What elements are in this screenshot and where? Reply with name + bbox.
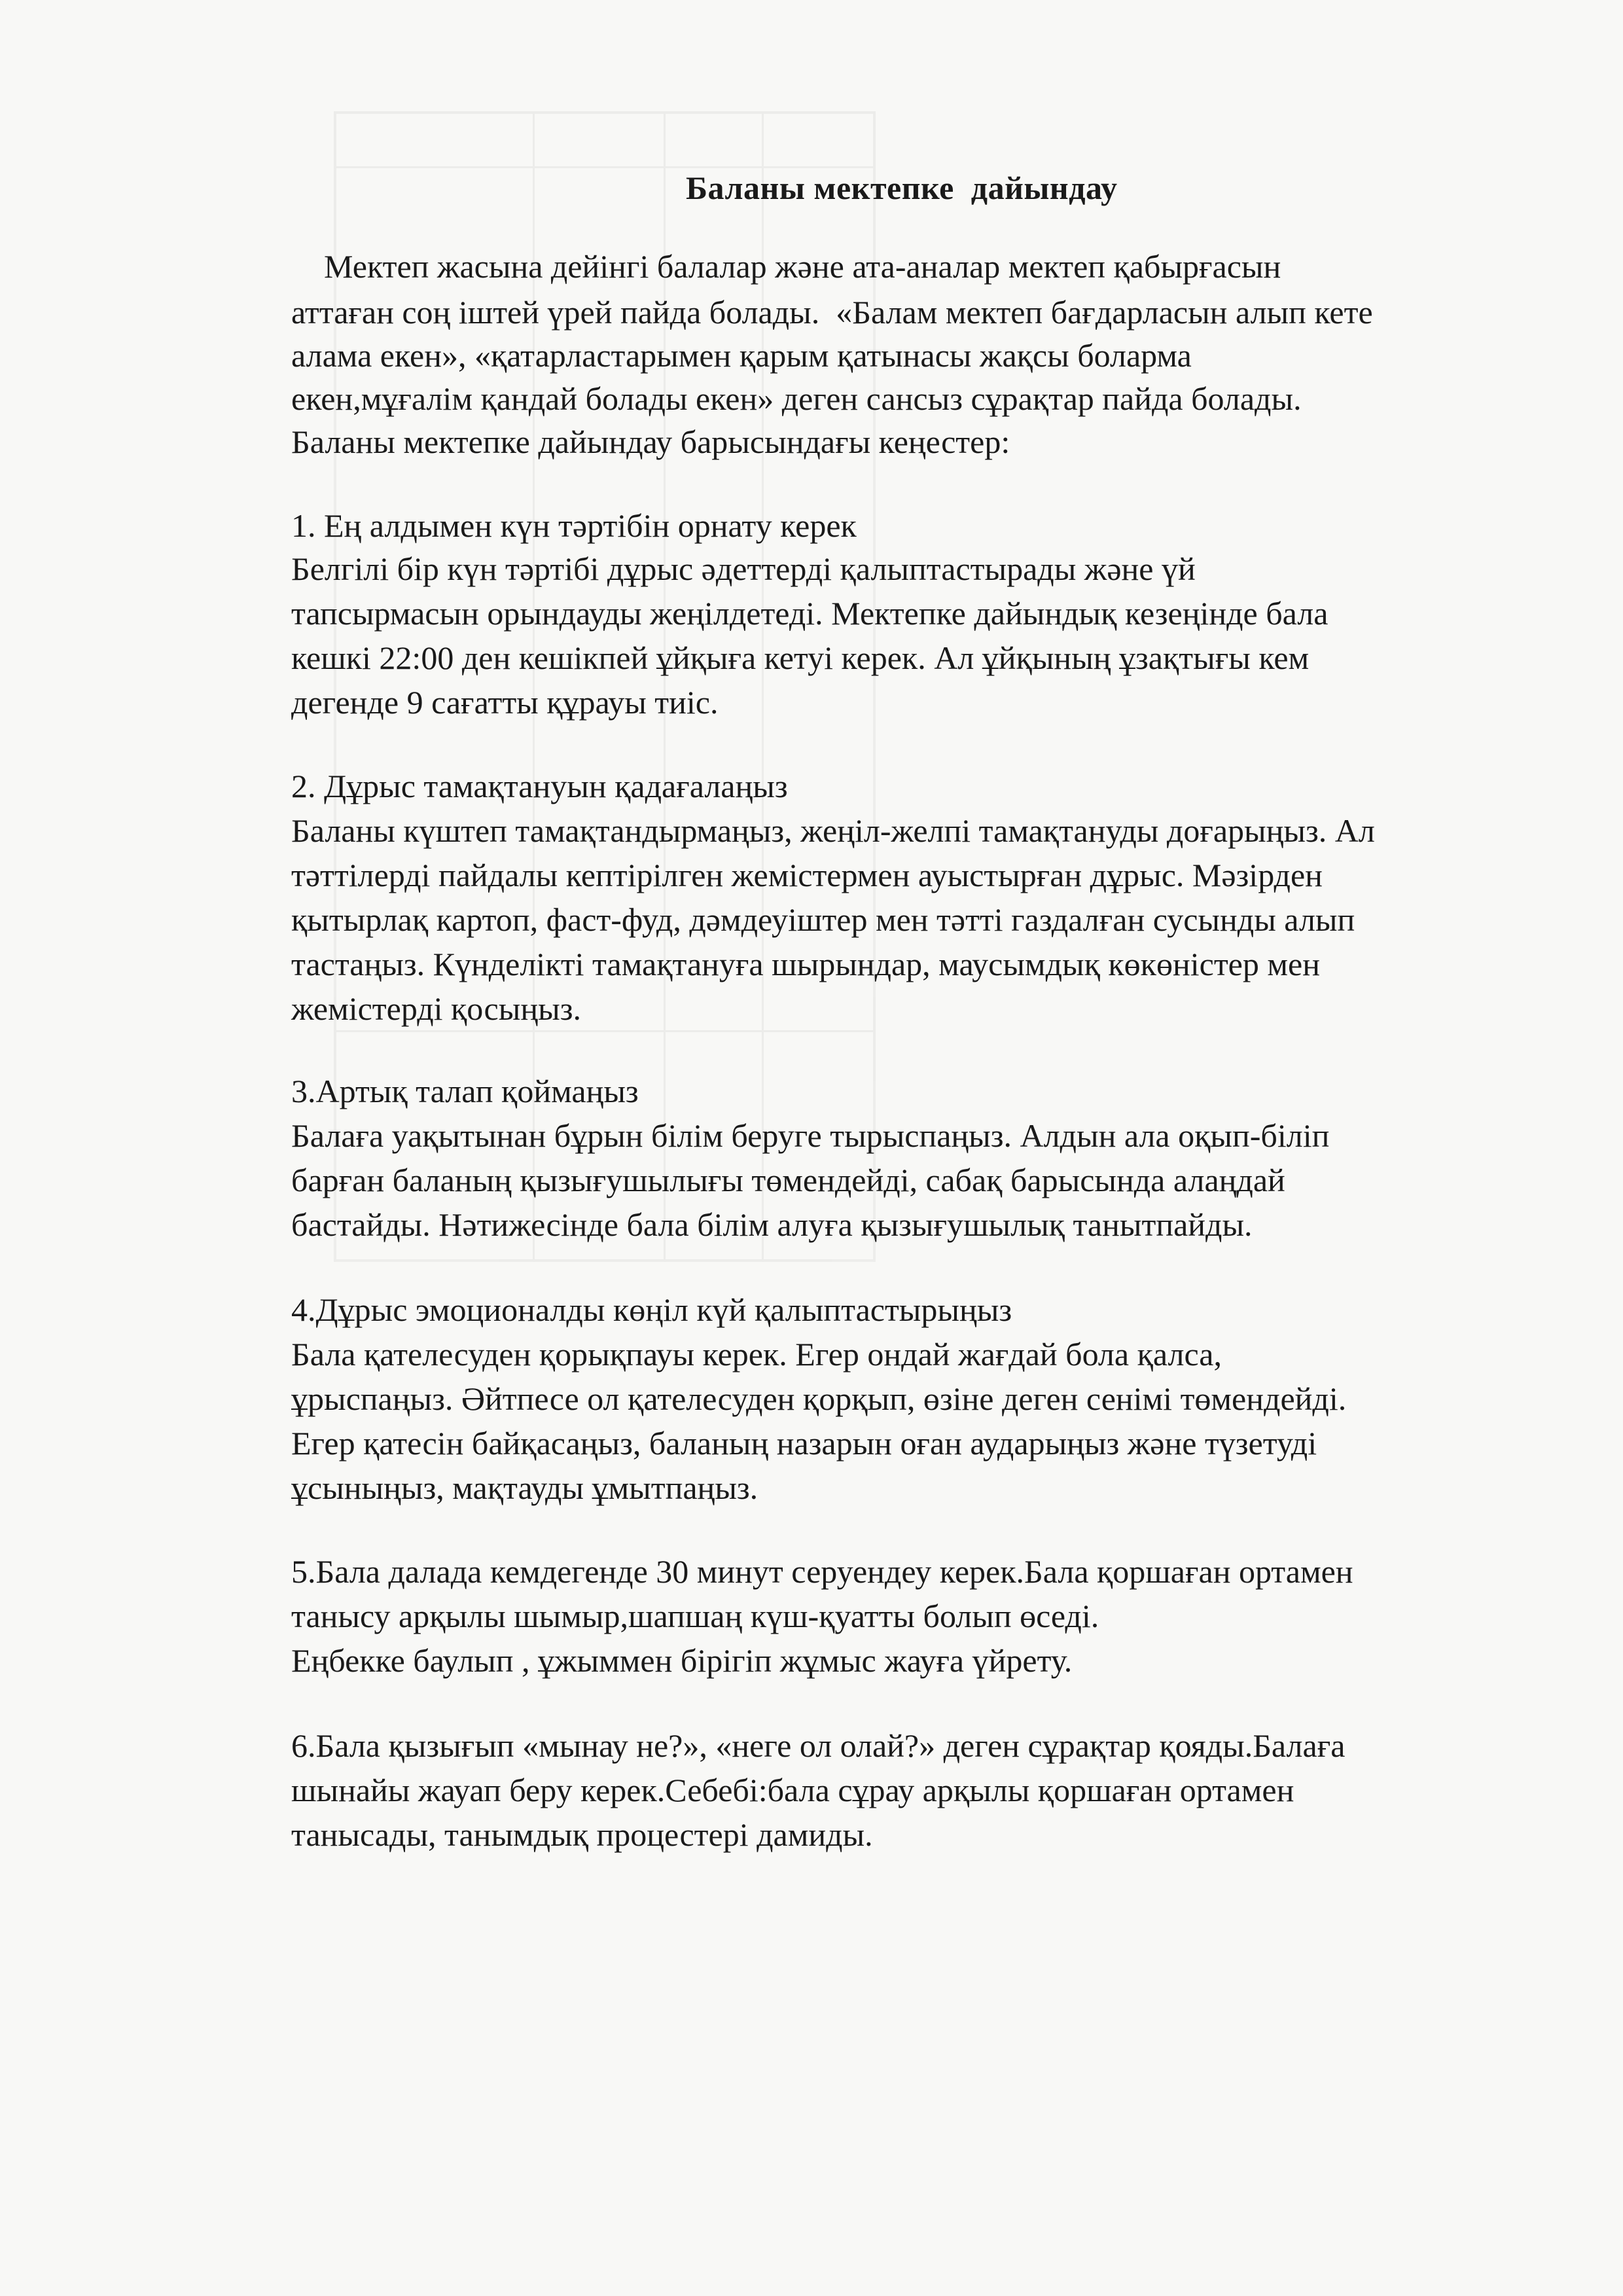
section-heading: 3.Артық талап қоймаңыз <box>291 1073 639 1109</box>
section-line: Балаға уақытынан бұрын білім беруге тырыспаңыз. Алдын ала оқып-біліп <box>291 1117 1330 1154</box>
section-line: жемістерді қосыңыз. <box>291 990 581 1027</box>
section-line: тастаңыз. Күнделікті тамақтануға шырындар, маусымдық көкөністер мен <box>291 946 1320 982</box>
section-line: Белгілі бір күн тәртібі дұрыс әдеттерді қалыптастырады және үй <box>291 550 1196 587</box>
section-heading: 2. Дұрыс тамақтануын қадағалаңыз <box>291 768 788 804</box>
section-line: танысу арқылы шымыр,шапшаң күш-қуатты болып өседі. <box>291 1598 1099 1634</box>
section-line: Егер қатесін байқасаңыз, баланың назарын оған аударыңыз және түзетуді <box>291 1425 1317 1462</box>
section-line: қытырлақ картоп, фаст-фуд, дәмдеуіштер мен тәтті газдалған сусынды алып <box>291 901 1355 938</box>
section-line: тапсырмасын орындауды жеңілдетеді. Мектепке дайындық кезеңінде бала <box>291 595 1329 632</box>
section-line: ұсыныңыз, мақтауды ұмытпаңыз. <box>291 1469 758 1506</box>
section-line: танысады, танымдық процестері дамиды. <box>291 1816 873 1853</box>
section-line: 6.Бала қызығып «мынау не?», «неге ол олай?» деген сұрақтар қояды.Балаға <box>291 1727 1346 1764</box>
page-title: Баланы мектепке дайындау <box>686 170 1118 206</box>
section-line: кешкі 22:00 ден кешікпей ұйқыға кетуі керек. Ал ұйқының ұзақтығы кем <box>291 639 1310 676</box>
section-line: ұрыспаңыз. Әйтпесе ол қателесуден қорқып, өзіне деген сенімі төмендейді. <box>291 1380 1347 1417</box>
section-line: тәттілерді пайдалы кептірілген жемістермен ауыстырған дұрыс. Мәзірден <box>291 857 1323 893</box>
intro-line: Мектеп жасына дейінгі балалар және ата-аналар мектеп қабырғасын <box>324 248 1281 285</box>
section-line: бастайды. Нәтижесінде бала білім алуға қызығушылық танытпайды. <box>291 1206 1253 1243</box>
section-heading: 4.Дұрыс эмоционалды көңіл күй қалыптастырыңыз <box>291 1291 1012 1328</box>
section-heading: 1. Ең алдымен күн тәртібін орнату керек <box>291 507 857 544</box>
intro-line: Баланы мектепке дайындау барысындағы кеңестер: <box>291 423 1010 460</box>
section-line: Еңбекке баулып , ұжыммен бірігіп жұмыс жауға үйрету. <box>291 1642 1073 1679</box>
section-line: 5.Бала далада кемдегенде 30 минут серуендеу керек.Бала қоршаған ортамен <box>291 1553 1353 1590</box>
section-line: Бала қателесуден қорықпауы керек. Егер ондай жағдай бола қалса, <box>291 1336 1222 1372</box>
section-line: шынайы жауап беру керек.Себебі:бала сұрау арқылы қоршаған ортамен <box>291 1772 1294 1808</box>
section-line: барған баланың қызығушылығы төмендейді, сабақ барысында алаңдай <box>291 1162 1285 1198</box>
intro-line: аттаған соң іштей үрей пайда болады. «Балам мектеп бағдарласын алып кете <box>291 294 1373 331</box>
intro-line: екен,мұғалім қандай болады екен» деген сансыз сұрақтар пайда болады. <box>291 380 1302 417</box>
intro-line: алама екен», «қатарластарымен қарым қатынасы жақсы боларма <box>291 337 1192 374</box>
section-line: Баланы күштеп тамақтандырмаңыз, жеңіл-желпі тамақтануды доғарыңыз. Ал <box>291 812 1375 849</box>
section-line: дегенде 9 сағатты құрауы тиіс. <box>291 684 719 721</box>
